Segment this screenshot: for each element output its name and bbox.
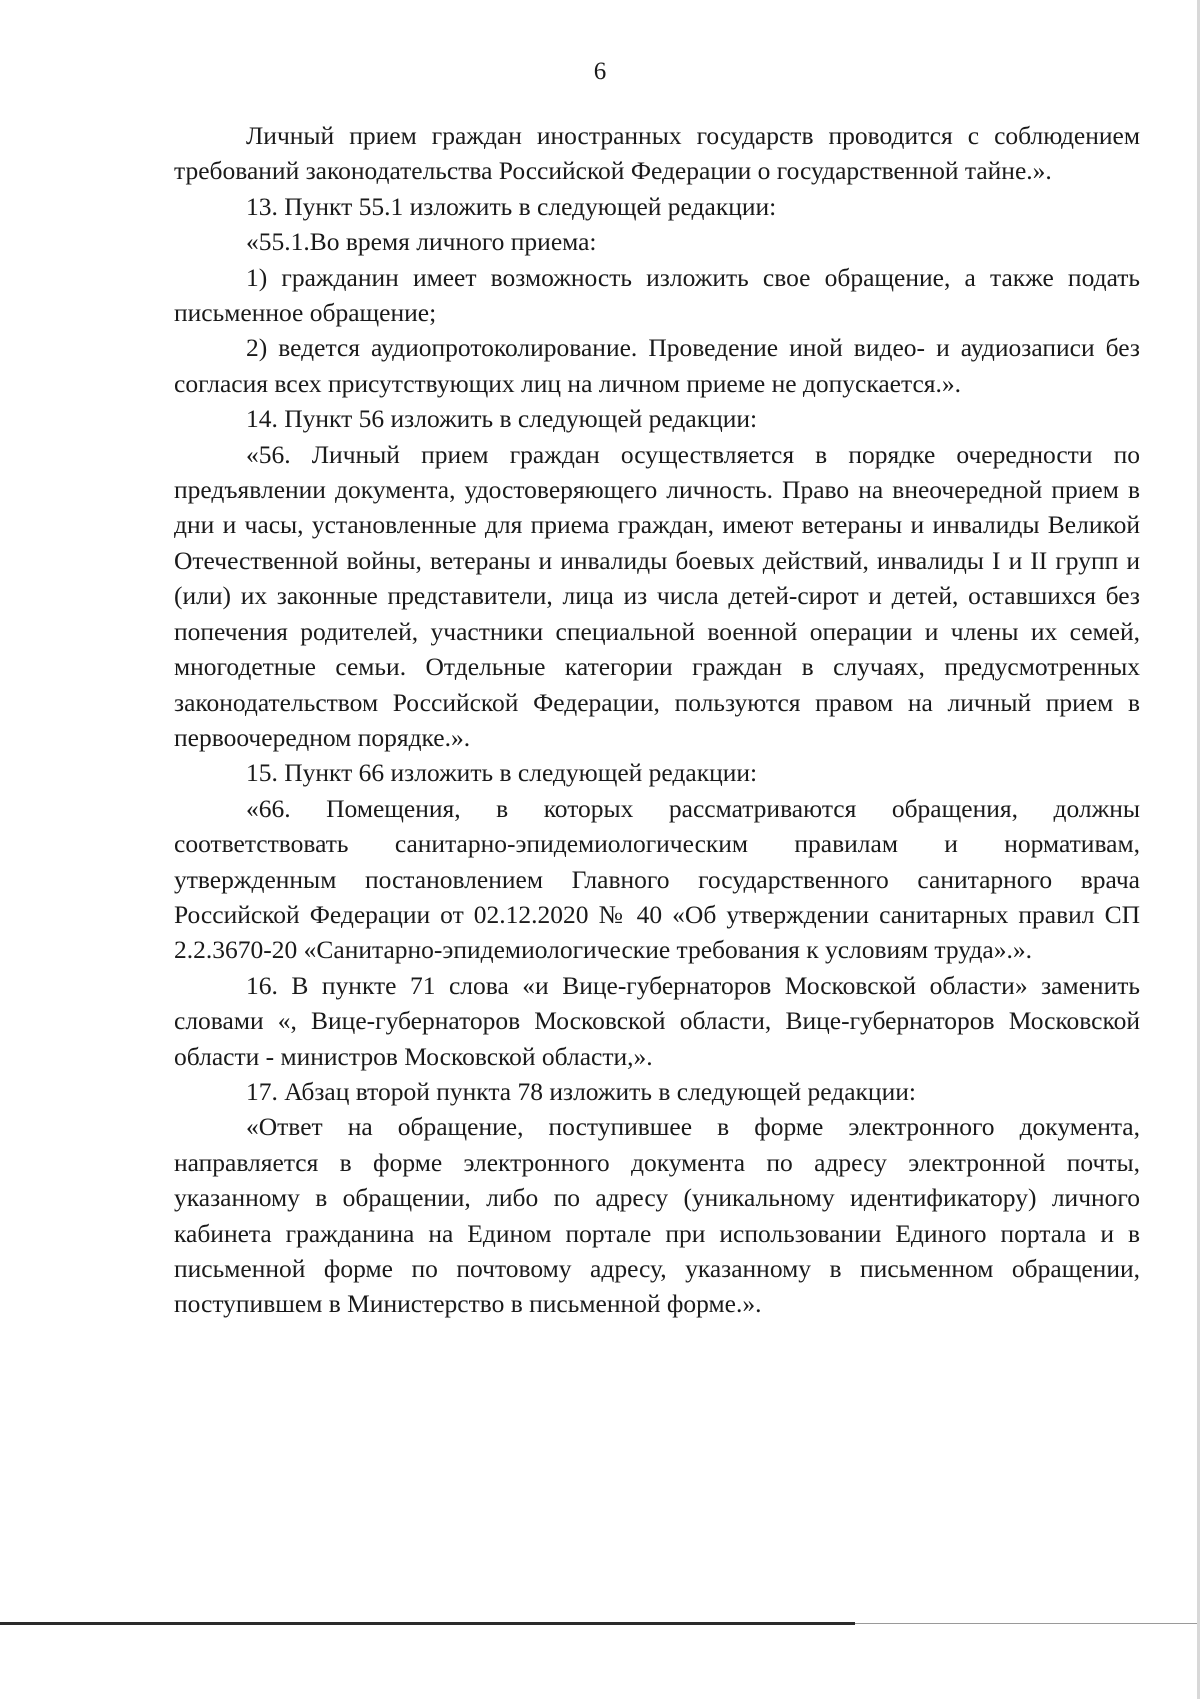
paragraph-foreign-citizens: Личный прием граждан иностранных государств проводится с соблюдением требований законодательства Российской Федерации о государственной тайне.». xyxy=(174,121,1140,186)
paragraph-78-text: «Ответ на обращение, поступившее в форме электронного документа, направляется в форме электронного документа по адресу электронной почты, указанному в обращении, либо по адресу (уникальному идентификатору) личного кабинета гражданина на Едином портале при использовании Единого портала и в письменной форме по почтовому адресу, указанному в письменном обращении, поступившем в Министерство в письменной форме.». xyxy=(174,1112,1140,1319)
paragraph-66-text: «66. Помещения, в которых рассматриваются обращения, должны соответствовать санитарно-эпидемиологическим правилам и нормативам, утвержденным постановлением Главного государственного санитарного врача Российской Федерации от 02.12.2020 № 40 «Об утверждении санитарных правил СП 2.2.3670-20 «Санитарно-эпидемиологические требования к условиям труда».». xyxy=(174,793,1140,965)
paragraph-item-16: 16. В пункте 71 слова «и Вице-губернаторов Московской области» заменить словами «, Вице-губернаторов Московской области, Вице-губернаторов Московской области - министров Московской области,». xyxy=(174,970,1140,1071)
paragraph-55-1-sub-1: 1) гражданин имеет возможность изложить свое обращение, а также подать письменное обращение; xyxy=(174,262,1140,328)
scan-edge-line-faint xyxy=(855,1623,1200,1624)
paragraph-item-15: 15. Пункт 66 изложить в следующей редакции: xyxy=(246,758,758,788)
document-body xyxy=(174,118,1140,1322)
paragraph-55-1-intro: «55.1.Во время личного приема: xyxy=(246,227,597,257)
scan-edge-line xyxy=(0,1622,855,1625)
paragraph-item-17: 17. Абзац второй пункта 78 изложить в следующей редакции: xyxy=(246,1076,916,1106)
paragraph-55-1-sub-2: 2) ведется аудиопротоколирование. Проведение иной видео- и аудиозаписи без согласия всех присутствующих лиц на личном приеме не допускается.». xyxy=(174,333,1140,398)
paragraph-item-14: 14. Пункт 56 изложить в следующей редакции: xyxy=(246,404,758,434)
paragraph-56-text: «56. Личный прием граждан осуществляется в порядке очередности по предъявлении документа, удостоверяющего личность. Право на внеочередной прием в дни и часы, установленные для приема граждан, имеют ветераны и инвалиды Великой Отечественной войны, ветераны и инвалиды боевых действий, инвалиды I и II групп и (или) их законные представители, лица из числа детей-сирот и детей, оставшихся без попечения родителей, участники специальной военной операции и члены их семей, многодетные семьи. Отдельные категории граждан в случаях, предусмотренных законодательством Российской Федерации, пользуются правом на личный прием в первоочередном порядке.». xyxy=(174,439,1140,752)
page-number: 6 xyxy=(593,58,607,85)
paragraph-item-13: 13. Пункт 55.1 изложить в следующей редакции: xyxy=(246,191,777,221)
